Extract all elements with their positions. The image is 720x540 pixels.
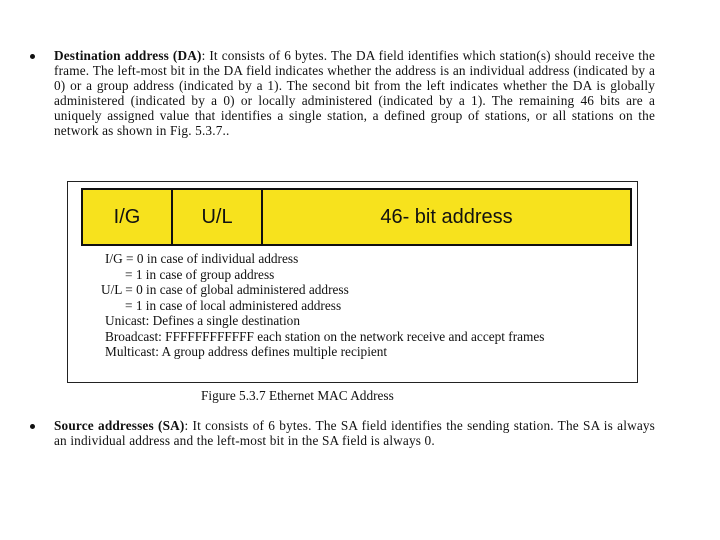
legend-line-ig-group: = 1 in case of group address — [125, 266, 275, 282]
destination-address-text: : It consists of 6 bytes. The DA field identifies which station(s) should receive the frame. The left-most bit in the DA field indicates whether the address is an individual address (indicated by a 0) or a group address (indicated by a 1). The second bit from the left indicates whether the DA is globally administered (indicated by a 0) or locally administered (indicated by a 1). The remaining 46 bits are a uniquely assigned value that identifies a single station, a defined group of stations, or all stations on the network as shown in Fig. 5.3.7.. — [54, 48, 656, 138]
field-46-bit-address: 46- bit address — [261, 190, 630, 244]
source-address-term: Source addresses (SA) — [54, 418, 185, 433]
destination-address-term: Destination address (DA) — [54, 48, 202, 63]
bullet-icon — [30, 424, 35, 429]
figure-caption: Figure 5.3.7 Ethernet MAC Address — [201, 388, 394, 403]
legend-line-ul-local: = 1 in case of local administered address — [125, 297, 342, 313]
source-address-paragraph — [54, 418, 655, 448]
field-ig: I/G — [113, 205, 141, 228]
legend-line-broadcast: Broadcast: FFFFFFFFFFFF each station on the network receive and accept frames — [105, 328, 545, 344]
figure-legend — [101, 251, 625, 360]
destination-address-item — [30, 48, 655, 138]
source-address-item — [30, 418, 655, 448]
source-address-text: : It consists of 6 bytes. The SA field identifies the sending station. The SA is always an individual address and the left-most bit in the SA field is always 0. — [54, 418, 656, 448]
legend-line-ig-individual: I/G = 0 in case of individual address — [105, 251, 299, 266]
legend-line-ul-global: U/L = 0 in case of global administered address — [101, 282, 349, 297]
bullet-icon — [30, 54, 35, 59]
field-ul: U/L — [171, 190, 261, 244]
destination-address-paragraph — [54, 48, 655, 138]
mac-address-figure — [67, 181, 638, 383]
mac-field-bar — [81, 188, 632, 246]
legend-line-multicast: Multicast: A group address defines multiple recipient — [105, 344, 388, 359]
legend-line-unicast: Unicast: Defines a single destination — [105, 313, 300, 328]
